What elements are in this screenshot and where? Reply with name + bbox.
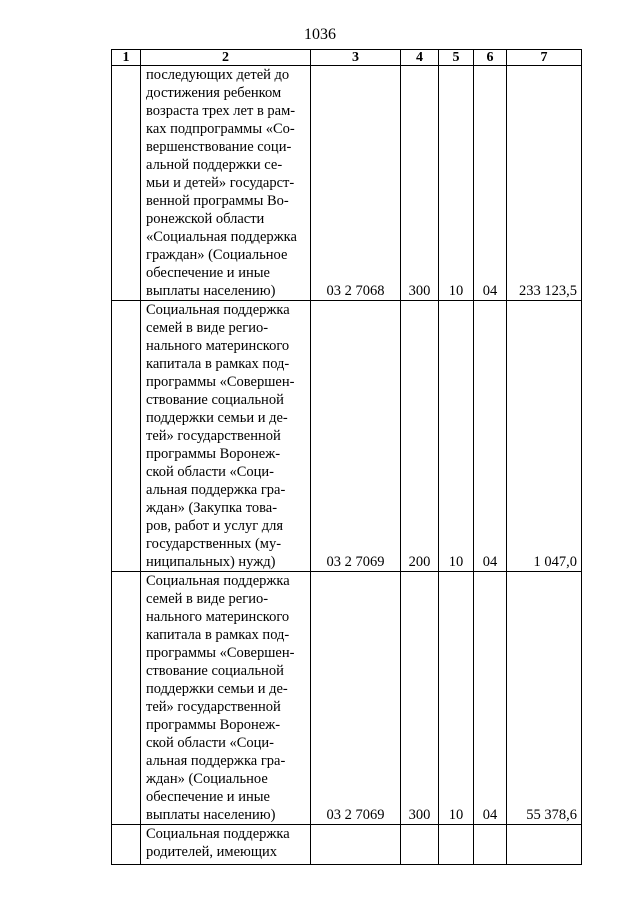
target-code-cell [311, 825, 401, 865]
expense-type-cell: 200 [401, 301, 439, 572]
description-cell: Социальная поддержка семей в виде регио- нального материнского капитала в рамках под- программы «Совершен- ствование социальной поддержки семьи и де- тей» государственной программы Воронеж- ской области «Соци- альная поддержка гра- ждан» (Социальное обеспечение и иные выплаты населению) [141, 572, 311, 825]
table-row [112, 301, 582, 572]
description-cell: Социальная поддержка семей в виде регио- нального материнского капитала в рамках под- программы «Совершен- ствование социальной поддержки семьи и де- тей» государственной программы Воронеж- ской области «Соци- альная поддержка гра- ждан» (Закупка това- ров, работ и услуг для государственных (му- ниципальных) нужд) [141, 301, 311, 572]
subsection-cell: 04 [474, 301, 507, 572]
row-number-cell [112, 825, 141, 865]
amount-cell [507, 825, 582, 865]
target-code-cell: 03 2 7068 [311, 66, 401, 301]
table-row [112, 572, 582, 825]
row-number-cell [112, 572, 141, 825]
amount-cell: 233 123,5 [507, 66, 582, 301]
amount-cell: 55 378,6 [507, 572, 582, 825]
column-header: 4 [401, 50, 439, 66]
column-header: 1 [112, 50, 141, 66]
amount-cell: 1 047,0 [507, 301, 582, 572]
column-header: 3 [311, 50, 401, 66]
section-cell: 10 [439, 301, 474, 572]
target-code-cell: 03 2 7069 [311, 301, 401, 572]
row-number-cell [112, 301, 141, 572]
subsection-cell: 04 [474, 572, 507, 825]
description-cell: Социальная поддержка родителей, имеющих [141, 825, 311, 865]
expense-type-cell: 300 [401, 572, 439, 825]
section-cell: 10 [439, 66, 474, 301]
column-header: 5 [439, 50, 474, 66]
column-header: 2 [141, 50, 311, 66]
subsection-cell: 04 [474, 66, 507, 301]
column-header: 7 [507, 50, 582, 66]
expense-type-cell: 300 [401, 66, 439, 301]
page-number: 1036 [304, 26, 336, 43]
header-row [112, 50, 582, 66]
row-number-cell [112, 66, 141, 301]
target-code-cell: 03 2 7069 [311, 572, 401, 825]
table-row [112, 66, 582, 301]
subsection-cell [474, 825, 507, 865]
section-cell [439, 825, 474, 865]
table-row [112, 825, 582, 865]
column-header: 6 [474, 50, 507, 66]
budget-table [111, 49, 582, 865]
section-cell: 10 [439, 572, 474, 825]
expense-type-cell [401, 825, 439, 865]
description-cell: последующих детей до достижения ребенком возраста трех лет в рам- ках подпрограммы «Со- вершенствование соци- альной поддержки се- мьи и детей» государст- венной программы Во- ронежской области «Социальная поддержка граждан» (Социальное обеспечение и иные выплаты населению) [141, 66, 311, 301]
